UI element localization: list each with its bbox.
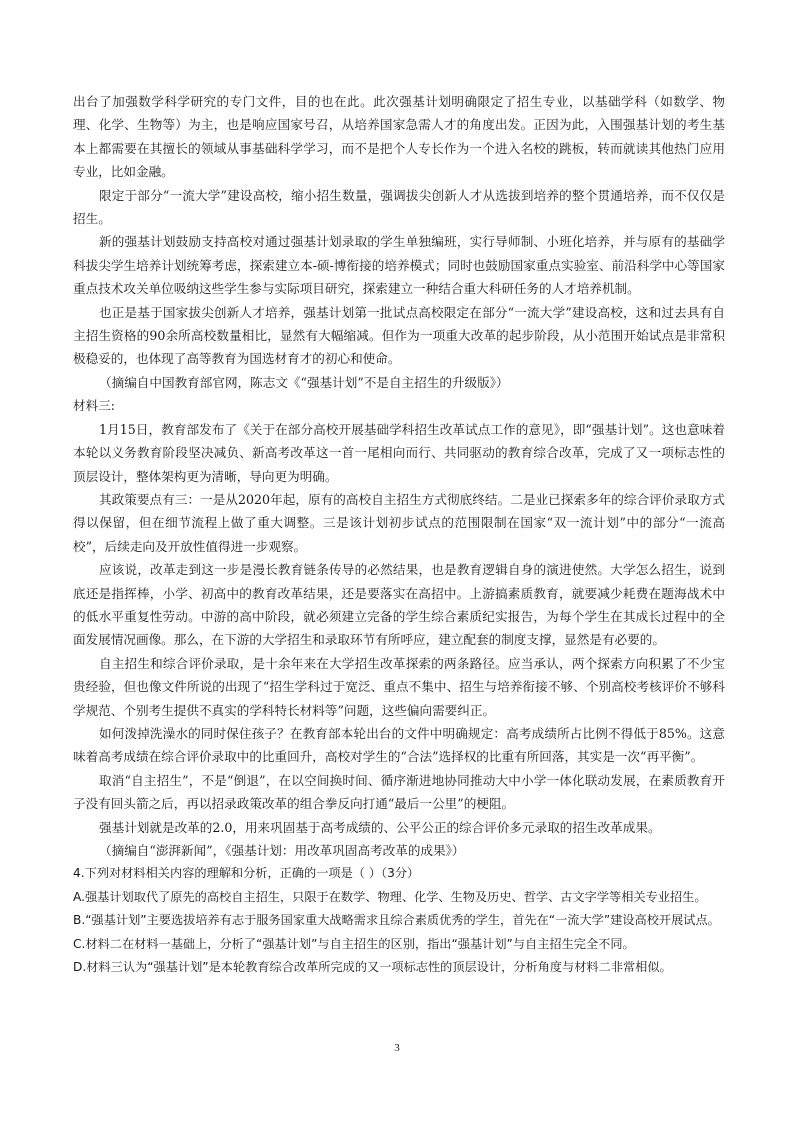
question-4-option-a: A.强基计划取代了原先的高校自主招生，只限于在数学、物理、化学、生物及历史、哲学、古文字学等相关专业招生。 [73, 889, 707, 904]
material2-paragraph-1: 出台了加强数学科学研究的专门文件，目的也在此。此次强基计划明确限定了招生专业，以基础学科（如数学、物理、化学、生物等）为主，也是响应国家号召，从培养国家急需人才的角度出发。正因为此，入围强基计划的考生基本上都需要在其擅长的领域从事基础科学学习，而不是把个人专长作为一个进入名校的跳板，转而就读其他热门应用专业，比如金融。 [73, 94, 725, 180]
question-4-option-d: D.材料三认为“强基计划”是本轮教育综合改革所完成的又一项标志性的顶层设计，分析角度与材料二非常相似。 [73, 960, 672, 975]
material3-paragraph-7: 强基计划就是改革的2.0，用来巩固基于高考成绩的、公平公正的综合评价多元录取的招生改革成果。 [99, 819, 661, 835]
question-4-option-b: B.“强基计划”主要选拔培养有志于服务国家重大战略需求且综合素质优秀的学生，首先在“一流大学”建设高校开展试点。 [73, 913, 720, 928]
material3-paragraph-4: 自主招生和综合评价录取，是十余年来在大学招生改革探索的两条路径。应当承认，两个探索方向积累了不少宝贵经验，但也像文件所说的出现了“招生学科过于宽泛、重点不集中、招生与培养衔接不够、个别高校考核评价不够科学规范、个别考生提供不真实的学科特长材料等”问题，这些偏向需要纠正。 [73, 655, 725, 718]
material3-paragraph-1: 1月15日，教育部发布了《关于在部分高校开展基础学科招生改革试点工作的意见》，即“强基计划”。这也意味着本轮以义务教育阶段坚决减负、新高考改革这一首一尾相向而行、共同驱动的教育综合改革，完成了又一项标志性的顶层设计，整体架构更为清晰，导向更为明确。 [73, 421, 725, 484]
question-4-stem: 4.下列对材料相关内容的理解和分析，正确的一项是（ ）（3分） [73, 866, 420, 881]
page-content [73, 90, 725, 979]
material3-label: 材料三: [73, 398, 116, 414]
page-number: 3 [394, 1042, 400, 1054]
material3-paragraph-6: 取消“自主招生”，不是“倒退”，在以空间换时间、循序渐进地协同推动大中小学一体化联动发展，在素质教育开子没有回头箭之后，再以招录政策改革的组合拳反向打通“最后一公里”的梗阻。 [73, 772, 725, 812]
material2-paragraph-2: 限定于部分“一流大学”建设高校，缩小招生数量，强调拔尖创新人才从选拔到培养的整个贯通培养，而不仅仅是招生。 [73, 187, 725, 227]
material2-paragraph-3: 新的强基计划鼓励支持高校对通过强基计划录取的学生单独编班，实行导师制、小班化培养，并与原有的基础学科拔尖学生培养计划统筹考虑，探索建立本-硕-博衔接的培养模式；同时也鼓励国家重点实验室、前沿科学中心等国家重点技术攻关单位吸纳这些学生参与实际项目研究，探索建立一种结合重大科研任务的人才培养机制。 [73, 234, 725, 297]
material2-source: （摘编自中国教育部官网，陈志文《“强基计划”不是自主招生的升级版》） [99, 374, 509, 390]
material3-paragraph-3: 应该说，改革走到这一步是漫长教育链条传导的必然结果，也是教育逻辑自身的演进使然。大学怎么招生，说到底还是指挥棒，小学、初高中的教育改革结果，还是要落实在高招中。上游搞素质教育，就要减少耗费在题海战术中的低水平重复性劳动。中游的高中阶段，就必须建立完备的学生综合素质纪实报告，为每个学生在其成长过程中的全面发展情况画像。那么，在下游的大学招生和录取环节有所呼应，建立配套的制度支撑，显然是有必要的。 [73, 562, 725, 648]
material3-paragraph-2: 其政策要点有三：一是从2020年起，原有的高校自主招生方式彻底终结。二是业已探索多年的综合评价录取方式得以保留，但在细节流程上做了重大调整。三是该计划初步试点的范围限制在国家“双一流计划”中的部分“一流高校”，后续走向及开放性值得进一步观察。 [73, 491, 725, 554]
material3-source: （摘编自“澎湃新闻”，《强基计划：用改革巩固高考改革的成果》） [99, 843, 465, 858]
material3-paragraph-5: 如何泼掉洗澡水的同时保住孩子？在教育部本轮出台的文件中明确规定：高考成绩所占比例不得低于85%。这意味着高考成绩在综合评价录取中的比重回升，高校对学生的“合法”选择权的比重有所回落，其实是一次“再平衡”。 [73, 725, 725, 765]
question-4-option-c: C.材料二在材料一基础上，分析了“强基计划”与自主招生的区别，指出“强基计划”与自主招生完全不同。 [73, 936, 635, 951]
material2-paragraph-4: 也正是基于国家拔尖创新人才培养，强基计划第一批试点高校限定在部分“一流大学”建设高校，这和过去具有自主招生资格的90余所高校数量相比，显然有大幅缩减。但作为一项重大改革的起步阶段，从小范围开始试点是非常积极稳妥的，也体现了高等教育为国选材育才的初心和使命。 [73, 304, 725, 367]
